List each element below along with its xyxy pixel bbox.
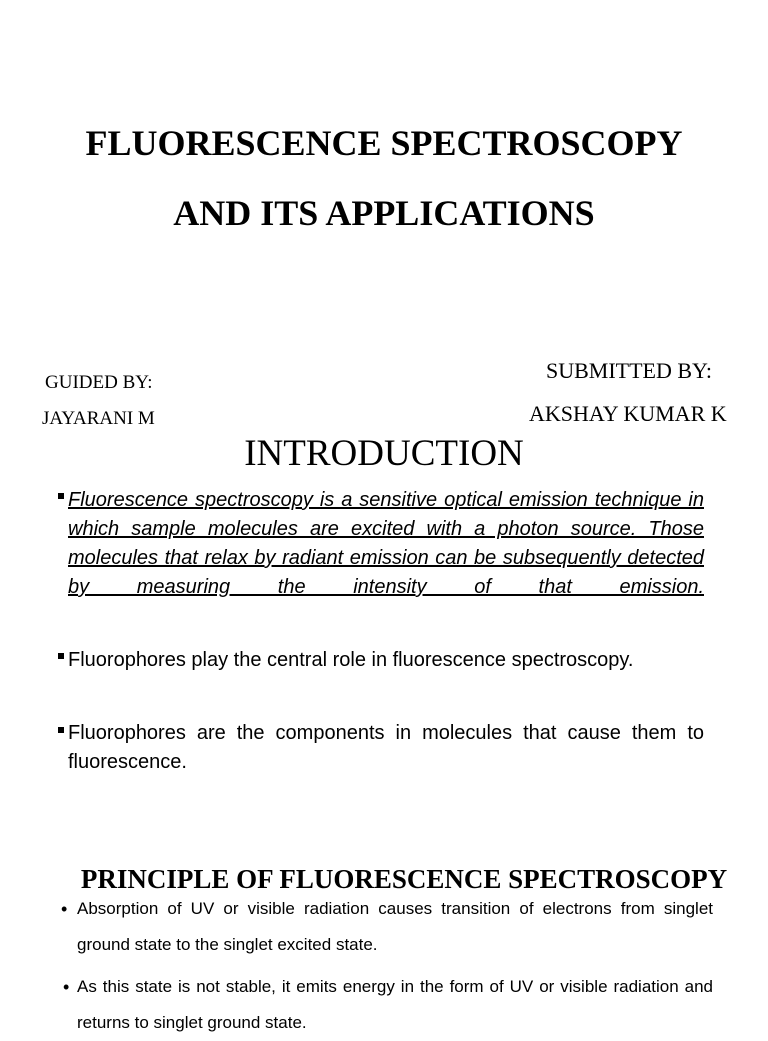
submitted-by-name: AKSHAY KUMAR K <box>529 401 727 426</box>
guided-by-name: JAYARANI M <box>42 408 155 429</box>
dot-bullet-icon: • <box>63 977 70 997</box>
intro-bullet-1: Fluorescence spectroscopy is a sensitive optical emission technique in which sample molecules are excited with a photon source. Those molecules that relax by radiant emission can be subsequently detected by measuring the intensity of that emission. <box>68 489 704 598</box>
principle-bullet-2: As this state is not stable, it emits energy in the form of UV or visible radiation and returns to singlet ground state. <box>77 977 713 1032</box>
dot-bullet-icon: • <box>61 899 68 919</box>
title-line-1: FLUORESCENCE SPECTROSCOPY <box>85 123 683 163</box>
square-bullet-icon <box>58 653 64 659</box>
guided-by-label: GUIDED BY: <box>45 372 153 393</box>
square-bullet-icon <box>58 727 64 733</box>
principle-bullet-1: Absorption of UV or visible radiation causes transition of electrons from singlet ground state to the singlet excited state. <box>77 899 713 954</box>
intro-bullet-3: Fluorophores are the components in molecules that cause them to fluorescence. <box>68 722 704 773</box>
introduction-heading: INTRODUCTION <box>244 433 524 474</box>
title-line-2: AND ITS APPLICATIONS <box>173 193 595 233</box>
submitted-by-label: SUBMITTED BY: <box>546 358 713 383</box>
square-bullet-icon <box>58 493 64 499</box>
intro-bullet-2: Fluorophores play the central role in fluorescence spectroscopy. <box>68 649 634 671</box>
principle-heading: PRINCIPLE OF FLUORESCENCE SPECTROSCOPY <box>80 864 728 894</box>
